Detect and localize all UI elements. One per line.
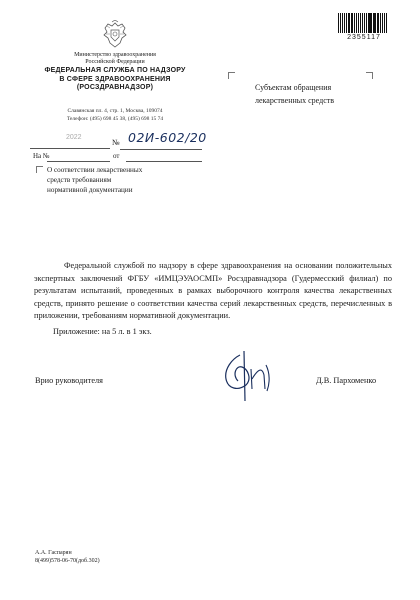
barcode-bar <box>340 13 341 33</box>
barcode-bar <box>348 13 350 33</box>
ministry-line: Министерство здравоохранения <box>74 52 156 58</box>
letter-subject <box>47 165 167 195</box>
barcode-bar <box>368 13 369 33</box>
barcode-bar <box>386 13 387 33</box>
barcode-bar <box>373 13 374 33</box>
barcode-bar <box>360 13 361 33</box>
barcode-bar <box>354 13 355 33</box>
reference-number-label: На № <box>33 152 50 160</box>
address-line: Славянская пл. 4, стр. 1, Москва, 109074 <box>67 108 163 114</box>
barcode-bar <box>344 13 345 33</box>
executor-name: А.А. Гаспарян <box>35 550 72 556</box>
barcode-bar <box>342 13 343 33</box>
barcode <box>338 13 388 33</box>
agency-address <box>30 108 200 123</box>
barcode-bar <box>366 13 367 33</box>
subject-line: нормативной документации <box>47 186 133 194</box>
addressee-line: лекарственных средств <box>255 96 335 105</box>
barcode-bar <box>346 13 347 33</box>
registration-date: 2022 <box>66 134 82 141</box>
handwritten-signature <box>218 345 278 405</box>
barcode-bar <box>377 13 378 33</box>
barcode-bar <box>338 13 339 33</box>
signer-position: Врио руководителя <box>35 376 103 385</box>
barcode-bar <box>352 13 353 33</box>
coat-of-arms-icon <box>101 20 129 50</box>
signer-name: Д.В. Пархоменко <box>316 376 377 385</box>
number-underline <box>120 149 202 150</box>
appendix-note: Приложение: на 5 л. в 1 экз. <box>53 327 152 336</box>
barcode-bar <box>369 13 371 33</box>
registration-number: 02И-602/20 <box>128 130 207 145</box>
subject-bracket <box>36 166 43 173</box>
number-sign: № <box>112 138 120 147</box>
agency-line: ФЕДЕРАЛЬНАЯ СЛУЖБА ПО НАДЗОРУ <box>44 67 186 74</box>
barcode-bar <box>384 13 385 33</box>
barcode-bar <box>378 13 379 33</box>
barcode-bar <box>364 13 365 33</box>
letter-body: Федеральной службой по надзору в сфере здравоохранения на основании положительных экспертных заключений ФГБУ «ИМЦЭУАОСМП» Росздравнадзора (Гудермесский филиал) по результатам испытаний, проведенных в рамках выборочного контроля качества лекарственных средств, принято решение о соответствии качества серий лекарственных средств, перечисленных в приложении, требованиям нормативной документации. <box>34 261 392 321</box>
address-line: Телефон: (495) 698 45 38, (495) 698 15 74 <box>66 115 164 122</box>
executor-info <box>35 549 100 565</box>
subject-line: средств требованиям <box>47 176 112 184</box>
agency-line: В СФЕРЕ ЗДРАВООХРАНЕНИЯ <box>59 75 171 83</box>
addressee-bracket-left <box>228 72 235 79</box>
addressee-line: Субъектам обращения <box>255 83 332 92</box>
addressee <box>255 81 385 107</box>
agency-line: (РОСЗДРАВНАДЗОР) <box>76 84 154 91</box>
executor-phone: 8(499)578-06-70(доб.302) <box>35 558 100 564</box>
barcode-bar <box>380 13 381 33</box>
agency-name <box>30 67 200 93</box>
barcode-bar <box>382 13 383 33</box>
barcode-number: 2355117 <box>347 34 381 41</box>
reference-date-underline <box>126 161 202 162</box>
ministry-line: Российской Федерации <box>85 59 145 65</box>
barcode-bar <box>351 13 352 33</box>
reference-number-underline <box>47 161 110 162</box>
barcode-bar <box>358 13 359 33</box>
reference-date-label: от <box>113 152 120 160</box>
ministry-name <box>55 52 175 66</box>
barcode-bar <box>362 13 363 33</box>
barcode-bar <box>374 13 375 33</box>
subject-line: О соответствии лекарственных <box>47 166 143 174</box>
addressee-bracket-right <box>366 72 373 79</box>
barcode-bar <box>356 13 357 33</box>
